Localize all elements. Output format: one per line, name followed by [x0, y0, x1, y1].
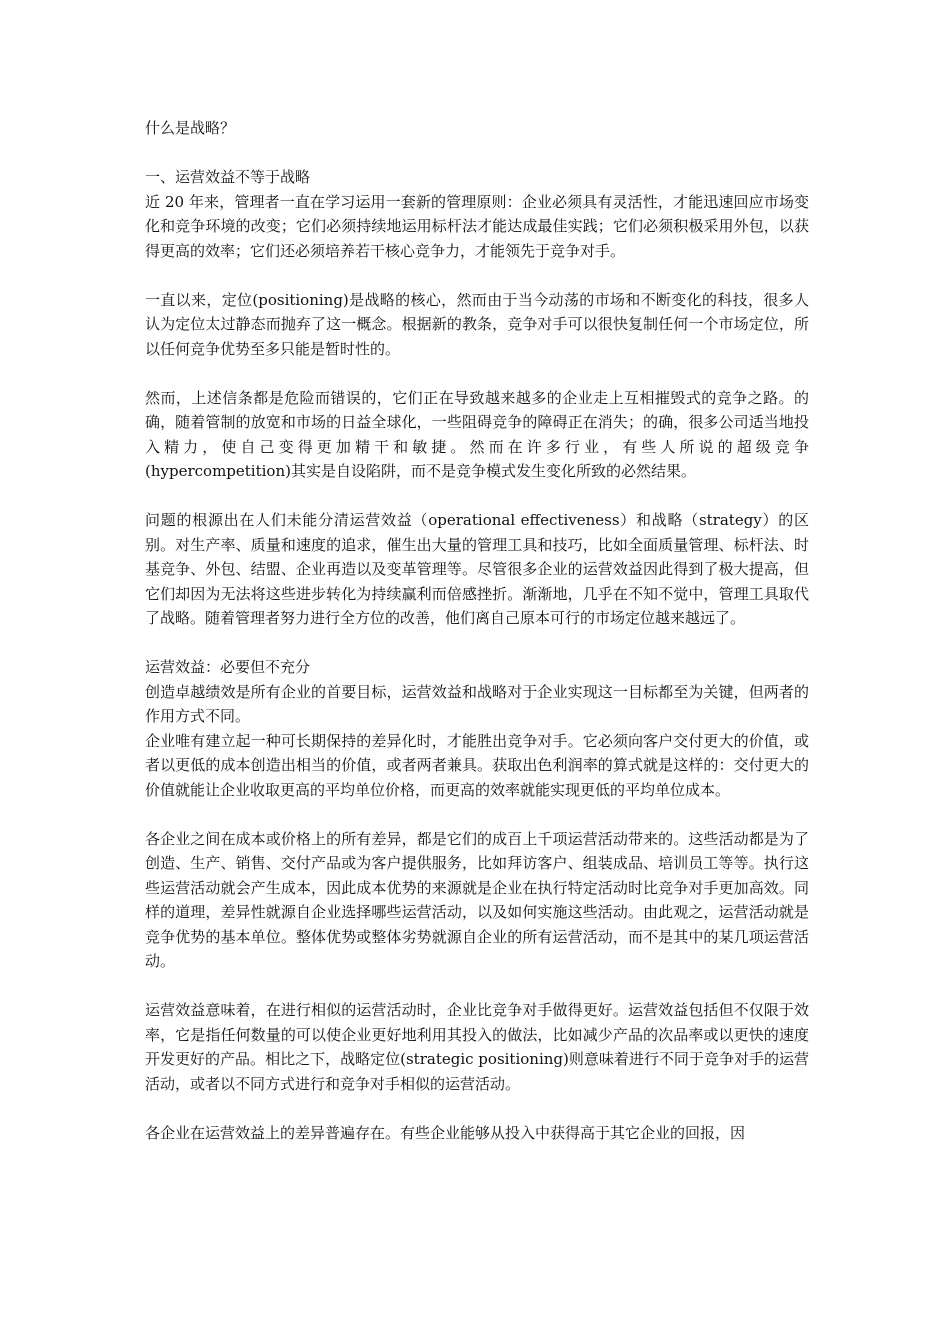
- spacer: [145, 263, 809, 288]
- paragraph: 近 20 年来，管理者一直在学习运用一套新的管理原则：企业必须具有灵活性，才能迅速回应市场变化和竞争环境的改变；它们必须持续地运用标杆法才能达成最佳实践；它们必须积极采用外包，以获得更高的效率；它们还必须培养若干核心竞争力，才能领先于竞争对手。: [145, 192, 809, 260]
- spacer: [145, 1096, 809, 1121]
- paragraph: 企业唯有建立起一种可长期保持的差异化时，才能胜出竞争对手。它必须向客户交付更大的价值，或者以更低的成本创造出相当的价值，或者两者兼具。获取出色利润率的算式就是这样的：交付更大的价值就能让企业收取更高的平均单位价格，而更高的效率就能实现更低的平均单位成本。: [145, 731, 809, 799]
- document-title: 什么是战略？: [145, 119, 236, 137]
- paragraph: 运营效益意味着，在进行相似的运营活动时，企业比竞争对手做得更好。运营效益包括但不仅限于效率，它是指任何数量的可以使企业更好地利用其投入的做法，比如减少产品的次品率或以更快的速度开发更好的产品。相比之下，战略定位(strategic positioning)则意味着进行不同于竞争对手的运营活动，或者以不同方式进行和竞争对手相似的运营活动。: [145, 1001, 809, 1093]
- spacer: [145, 802, 809, 827]
- section-heading: 一、运营效益不等于战略: [145, 168, 311, 186]
- paragraph: 各企业在运营效益上的差异普遍存在。有些企业能够从投入中获得高于其它企业的回报，因: [145, 1123, 746, 1142]
- paragraph: 一直以来，定位(positioning)是战略的核心，然而由于当今动荡的市场和不断变化的科技，很多人认为定位太过静态而抛弃了这一概念。根据新的教条，竞争对手可以很快复制任何一个市场定位，所以任何竞争优势至多只能是暂时性的。: [145, 290, 809, 358]
- paragraph: 问题的根源出在人们未能分清运营效益（operational effectiveness）和战略（strategy）的区别。对生产率、质量和速度的追求，催生出大量的管理工具和技巧，比如全面质量管理、标杆法、时基竞争、外包、结盟、企业再造以及变革管理等。尽管很多企业的运营效益因此得到了极大提高，但它们却因为无法将这些进步转化为持续赢利而倍感挫折。渐渐地，几乎在不知不觉中，管理工具取代了战略。随着管理者努力进行全方位的改善，他们离自己原本可行的市场定位越来越远了。: [145, 511, 809, 627]
- paragraph: 各企业之间在成本或价格上的所有差异，都是它们的成百上千项运营活动带来的。这些活动都是为了创造、生产、销售、交付产品或为客户提供服务，比如拜访客户、组装成品、培训员工等等。执行这些运营活动就会产生成本，因此成本优势的来源就是企业在执行特定活动时比竞争对手更加高效。同样的道理，差异性就源自企业选择哪些运营活动，以及如何实施这些活动。由此观之，运营活动就是竞争优势的基本单位。整体优势或整体劣势就源自企业的所有运营活动，而不是其中的某几项运营活动。: [145, 829, 809, 970]
- document-body: [145, 116, 809, 1145]
- spacer: [145, 484, 809, 509]
- paragraph: 创造卓越绩效是所有企业的首要目标，运营效益和战略对于企业实现这一目标都至为关键，但两者的作用方式不同。: [145, 682, 809, 725]
- spacer: [145, 141, 809, 166]
- section-heading: 运营效益：必要但不充分: [145, 658, 311, 676]
- paragraph: 然而，上述信条都是危险而错误的，它们正在导致越来越多的企业走上互相摧毁式的竞争之路。的确，随着管制的放宽和市场的日益全球化，一些阻碍竞争的障碍正在消失；的确，很多公司适当地投入精力，使自己变得更加精干和敏捷。然而在许多行业，有些人所说的超级竞争(hypercompetition)其实是自设陷阱，而不是竞争模式发生变化所致的必然结果。: [145, 388, 809, 480]
- spacer: [145, 361, 809, 386]
- spacer: [145, 631, 809, 656]
- spacer: [145, 974, 809, 999]
